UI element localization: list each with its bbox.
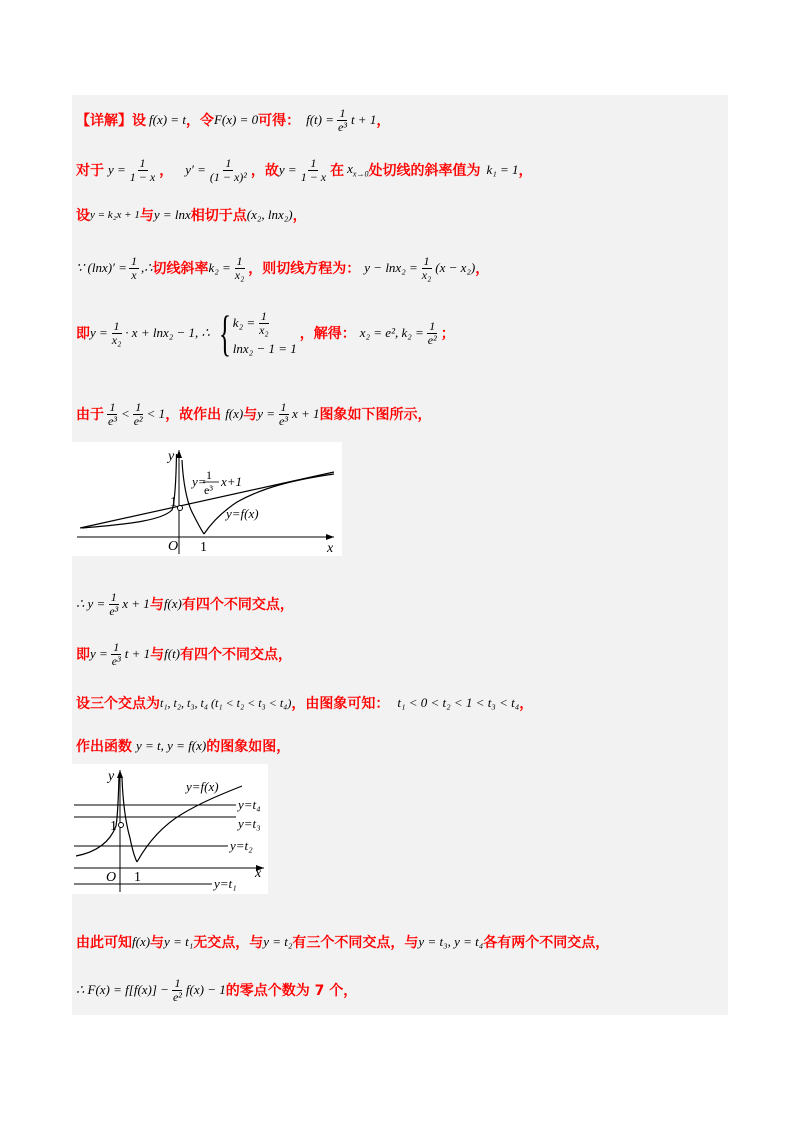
line-10 (76, 733, 290, 759)
fraction: $\frac{1}{\text{x₂}}$ (234, 253, 245, 282)
math-x-plus-1: x + 1 (122, 596, 150, 611)
fig1-y-axis-label: y (168, 449, 175, 464)
text-two-intersections: 各有两个不同交点， (483, 935, 610, 951)
math-k1: k₁ = 1 (486, 162, 519, 177)
math-t-order: t₁ < 0 < t₂ < 1 < t₃ < t₄ (397, 695, 520, 710)
figure-2-graph (72, 764, 268, 894)
fraction: $\frac{1}{1 - x}$ (129, 155, 156, 184)
math-therefore: ,∴ (140, 260, 153, 275)
math-y-t3-t4: y = t₃, y = t₄ (418, 934, 484, 949)
text-solve: ，解得： (299, 326, 356, 342)
line-11 (76, 927, 609, 957)
text-ie: 即 (76, 647, 90, 663)
detail-label: 【详解】设 (76, 113, 146, 129)
punct: ， (475, 261, 490, 277)
fraction: $\frac{1}{\text{e²}}$ (172, 975, 182, 1004)
math-fx: f(x) (163, 596, 182, 611)
fraction: $\frac{1}{1 - x}$ (300, 155, 327, 184)
math-paren: (x − x₂) (435, 260, 476, 275)
math-derivative: ∵ (lnx)′ = (76, 260, 127, 275)
fig2-origin-label: O (106, 870, 117, 885)
text-and: 与 (139, 208, 154, 224)
fig2-t2-label: y=t₂ (230, 838, 253, 853)
math-solution: x₂ = e², k₂ = (359, 325, 424, 340)
math-ft-eq: f(t) = (306, 112, 334, 127)
text-slope: 处切线的斜率值为 (368, 163, 481, 179)
math-t-plus-1: t + 1 (124, 646, 151, 661)
fig1-x-axis-label: x (327, 541, 334, 556)
text-three-points: 设三个交点为 (76, 696, 160, 712)
fraction: $\frac{1}{\text{e³}}$ (338, 105, 347, 134)
text-let: ，令 (185, 113, 214, 129)
fig2-y-axis-label: y (108, 769, 115, 784)
math-functions: y = t, y = f(x) (136, 738, 207, 753)
math-fx-eq-t: (x) = t (152, 112, 186, 127)
fig2-one-x: 1 (134, 870, 141, 885)
text-and: 与 (150, 935, 165, 951)
text-three-intersections: 有三个不同交点，与 (292, 935, 419, 951)
text-thus: 由此可知 (76, 935, 132, 951)
fraction: $\frac{1}{\text{e³}}$ (109, 589, 119, 618)
punct: ， (376, 113, 391, 129)
text-equation: ，则切线方程为： (248, 261, 361, 277)
math-x-plus-1: x + 1 (291, 406, 320, 421)
equation-system: { k₂ = $\frac{1}{\text{x₂}}$ lnx₂ − 1 = 1 (218, 305, 297, 361)
text-four-intersections: 有四个不同交点， (180, 647, 293, 663)
math-F-def: ∴ F(x) = f[f(x)] − (76, 982, 169, 997)
text-draw-functions: 作出函数 (76, 739, 132, 755)
math-lt: < (120, 406, 130, 421)
line-12 (76, 972, 357, 1008)
fig1-line-label-post: x+1 (221, 474, 243, 489)
fraction: $\frac{1}{\text{(1 − x)²}}$ (209, 155, 247, 184)
fraction: $\frac{1}{\text{e³}}$ (279, 399, 288, 428)
fraction: $\frac{1}{\text{x₂}}$ (111, 318, 122, 347)
figure-2 (72, 764, 268, 894)
math-f: f (149, 112, 153, 127)
text-at: 在 (330, 163, 345, 179)
line-5 (76, 298, 455, 368)
text-four-intersections: 有四个不同交点， (181, 597, 294, 613)
fig1-one-y: 1 (170, 495, 177, 510)
math-fx-minus-1: f(x) − 1 (185, 982, 226, 997)
math-y-eq: y = (90, 325, 108, 340)
punct: ， (292, 208, 307, 224)
math-t-plus-1: t + 1 (350, 112, 377, 127)
fig1-curve-label: y=f(x) (226, 506, 259, 521)
fraction: $\frac{1}{\text{x₂}}$ (421, 253, 432, 282)
text-no-intersection: 无交点，与 (193, 935, 264, 951)
text-graph-as-shown: 的图象如图， (206, 739, 291, 755)
fraction: $\frac{1}{x}$ (130, 253, 137, 282)
math-y-prime: y′ = (185, 162, 206, 177)
fig1-line-label-den: e³ (204, 483, 213, 497)
text-and: 与 (243, 407, 258, 423)
text-and: 与 (150, 647, 165, 663)
line-2 (76, 152, 533, 188)
math-ft: f(t) (164, 646, 181, 661)
figure-1-graph (72, 442, 342, 556)
math-therefore-y: ∴ y = (76, 596, 106, 611)
math-ln: y = lnx (153, 207, 191, 222)
math-y-t1: y = t₁ (164, 934, 194, 949)
line-4 (76, 250, 489, 286)
math-F: F (213, 112, 222, 127)
line-7 (76, 586, 294, 622)
line-6 (76, 394, 432, 434)
math-fx: f(x) (132, 934, 151, 949)
line-9 (76, 688, 533, 718)
math-expr: · x + lnx₂ − 1, ∴ (125, 325, 210, 340)
math-x-limit: $x_{x\to 0}$ (347, 161, 369, 179)
fig2-x-axis-label: x (255, 866, 262, 881)
math-y-t2: y = t₂ (263, 934, 293, 949)
math-lt-1: < 1 (146, 406, 166, 421)
punct: ， (519, 696, 534, 712)
fig2-t4-label: y=t₄ (238, 797, 261, 812)
text-tangent: 相切于点 (190, 208, 247, 224)
figure-1 (72, 442, 342, 556)
math-t-values: t₁, t₂, t₃, t₄ (t₁ < t₂ < t₃ < t₄) (160, 695, 292, 710)
math-tangent-eq: y − lnx₂ = (364, 260, 418, 275)
fraction: $\frac{1}{\text{e²}}$ (133, 399, 143, 428)
line-1 (76, 104, 390, 136)
fraction: $\frac{1}{\text{e³}}$ (108, 399, 117, 428)
punct: ， (518, 163, 533, 179)
fig1-line-label-pre: y= (192, 474, 207, 489)
text-obtain: 可得： (258, 113, 301, 129)
punct: ； (440, 326, 455, 342)
text-ie: 即 (76, 326, 90, 342)
text-from-graph: ，由图象可知： (291, 696, 390, 712)
fig1-origin-label: O (168, 539, 179, 554)
fig2-t1-label: y=t₁ (214, 876, 237, 891)
text-for: 对于 (76, 163, 104, 179)
math-y-eq: y = (257, 406, 276, 421)
fig2-one-y: 1 (110, 819, 117, 834)
text-zero-count: 的零点个数为 7 个， (225, 983, 358, 999)
math-k2: k₂ = (208, 260, 231, 275)
text-tangent-slope: 切线斜率 (152, 261, 209, 277)
fig1-one-x: 1 (200, 540, 207, 555)
fraction: $\frac{1}{\text{e³}}$ (111, 639, 121, 668)
fig1-line-label-num: 1 (206, 468, 212, 482)
fig2-curve-label: y=f(x) (186, 779, 219, 794)
fraction: $\frac{1}{\text{e²}}$ (427, 318, 437, 347)
text-hence: ，故 (250, 163, 279, 179)
math-fx: f(x) (225, 406, 244, 421)
math-y-eq: y = (90, 646, 108, 661)
text-graph: 图象如下图所示， (319, 407, 432, 423)
text-and: 与 (149, 597, 164, 613)
line-3 (76, 200, 307, 230)
math-y-eq: y = (278, 162, 297, 177)
text-draw: ，故作出 (165, 407, 222, 423)
text-let: 设 (76, 208, 90, 224)
line-8 (76, 636, 292, 672)
text-since: 由于 (76, 407, 104, 423)
math-Fx-eq-0: (x) = 0 (221, 112, 259, 127)
math-line: y = k₂x + 1 (90, 209, 140, 221)
fig2-t3-label: y=t₃ (238, 816, 261, 831)
math-y-eq: y = (108, 162, 126, 177)
math-point: (x₂, lnx₂) (246, 207, 293, 222)
punct: ， (159, 163, 174, 179)
